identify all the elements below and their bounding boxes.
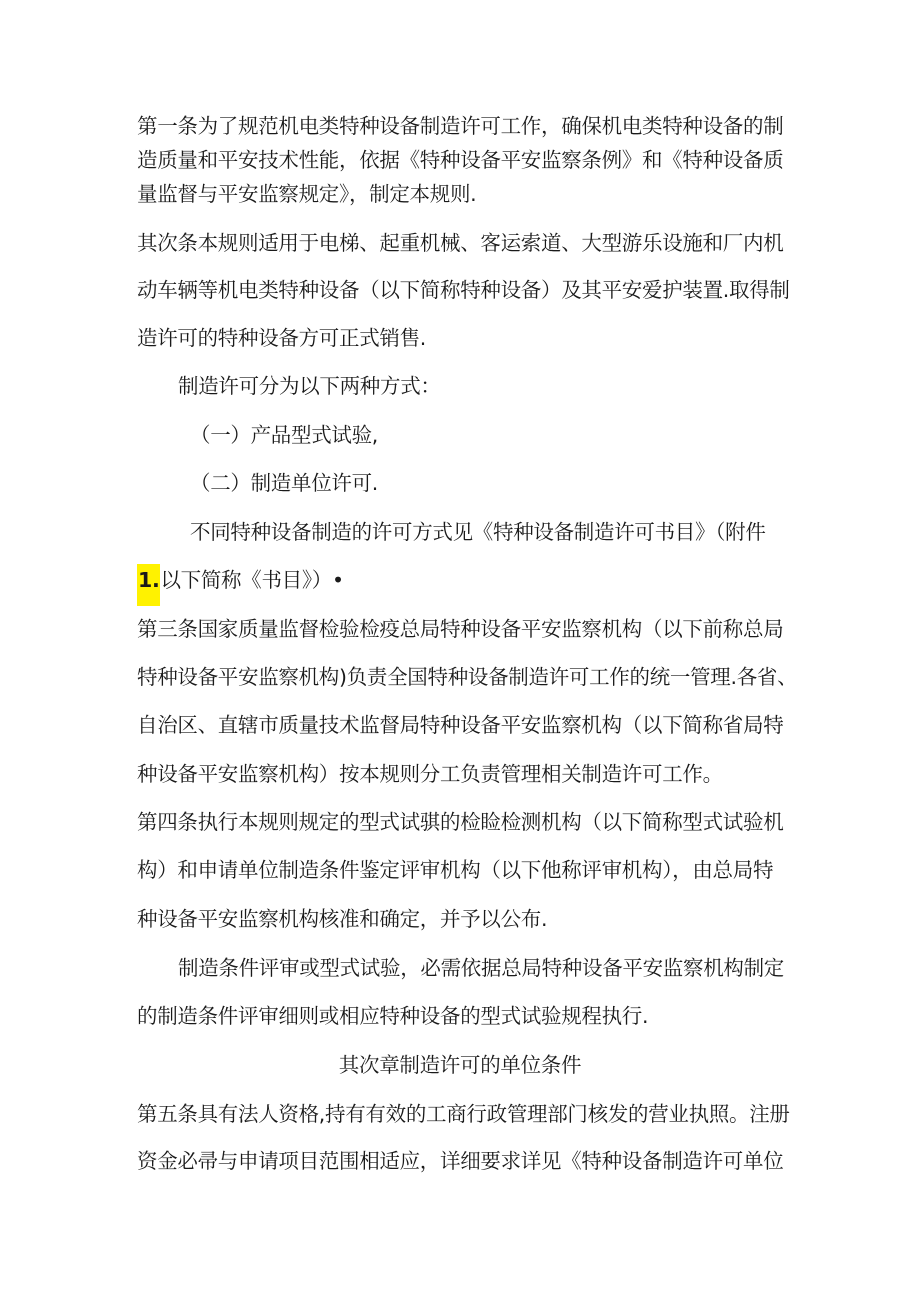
article-3-line-3: 自治区、直辖市质量技术监督局特种设备平安监察机构（以下简称省局特 — [137, 713, 784, 737]
article-5-line-2: 资金必帚与申请项目范围相适应，详细要求详见《特种设备制造许可单位 — [137, 1149, 784, 1173]
review-line-1: 制造条件评审或型式试验，必需依据总局特种设备平安监察机构制定 — [178, 956, 784, 980]
article-4-line-3: 种设备平安监察机构核准和确定，并予以公布. — [137, 907, 548, 931]
article-2-line-3: 造许可的特种设备方可正式销售. — [137, 326, 427, 350]
article-5-line-1: 第五条具有法人资格,持有有效的工商行政管理部门核发的营业执照。注册 — [137, 1102, 790, 1126]
permit-modes-intro: 制造许可分为以下两种方式： — [178, 374, 441, 398]
catalog-line-2-text: 以下简称《书目》）• — [160, 568, 344, 592]
article-3-line-4: 种设备平安监察机构）按本规则分工负责管理相关制造许可工作。 — [137, 762, 723, 786]
review-line-2: 的制造条件评审细则或相应特种设备的型式试验规程执行. — [137, 1004, 649, 1028]
highlighted-annex-number: 1. — [137, 564, 160, 606]
article-4-line-2: 构）和申请单位制造条件鉴定评审机构（以下他称评审机构），由总局特 — [137, 858, 774, 882]
article-1-line-3: 量监督与平安监察规定》，制定本规则. — [137, 182, 477, 206]
catalog-line-1: 不同特种设备制造的许可方式见《特种设备制造许可书目》（附件 — [190, 520, 766, 544]
article-3-line-2: 特种设备平安监察机构)负责全国特种设备制造许可工作的统一管理.各省、 — [137, 665, 798, 689]
article-2-line-1: 其次条本规则适用于电梯、起重机械、客运索道、大型游乐设施和厂内机 — [137, 231, 784, 255]
article-2-line-2: 动车辆等机电类特种设备（以下简称特种设备）及其平安爱护装置.取得制 — [137, 278, 790, 302]
catalog-line-2 — [137, 566, 787, 594]
article-1-line-2: 造质量和平安技术性能，依据《特种设备平安监察条例》和《特种设备质 — [137, 148, 784, 172]
permit-mode-item-1: （一）产品型式试验, — [190, 423, 379, 447]
article-4-line-1: 第四条执行本规则规定的型式试骐的检睑检测机构（以下简称型式试验机 — [137, 810, 784, 834]
permit-mode-item-2: （二）制造单位许可. — [190, 471, 379, 495]
article-3-line-1: 第三条国家质量监督检验检疫总局特种设备平安监察机构（以下前称总局 — [137, 617, 784, 641]
chapter-2-title: 其次章制造许可的单位条件 — [338, 1053, 582, 1077]
article-1-line-1: 第一条为了规范机电类特种设备制造许可工作，确保机电类特种设备的制 — [137, 114, 784, 138]
